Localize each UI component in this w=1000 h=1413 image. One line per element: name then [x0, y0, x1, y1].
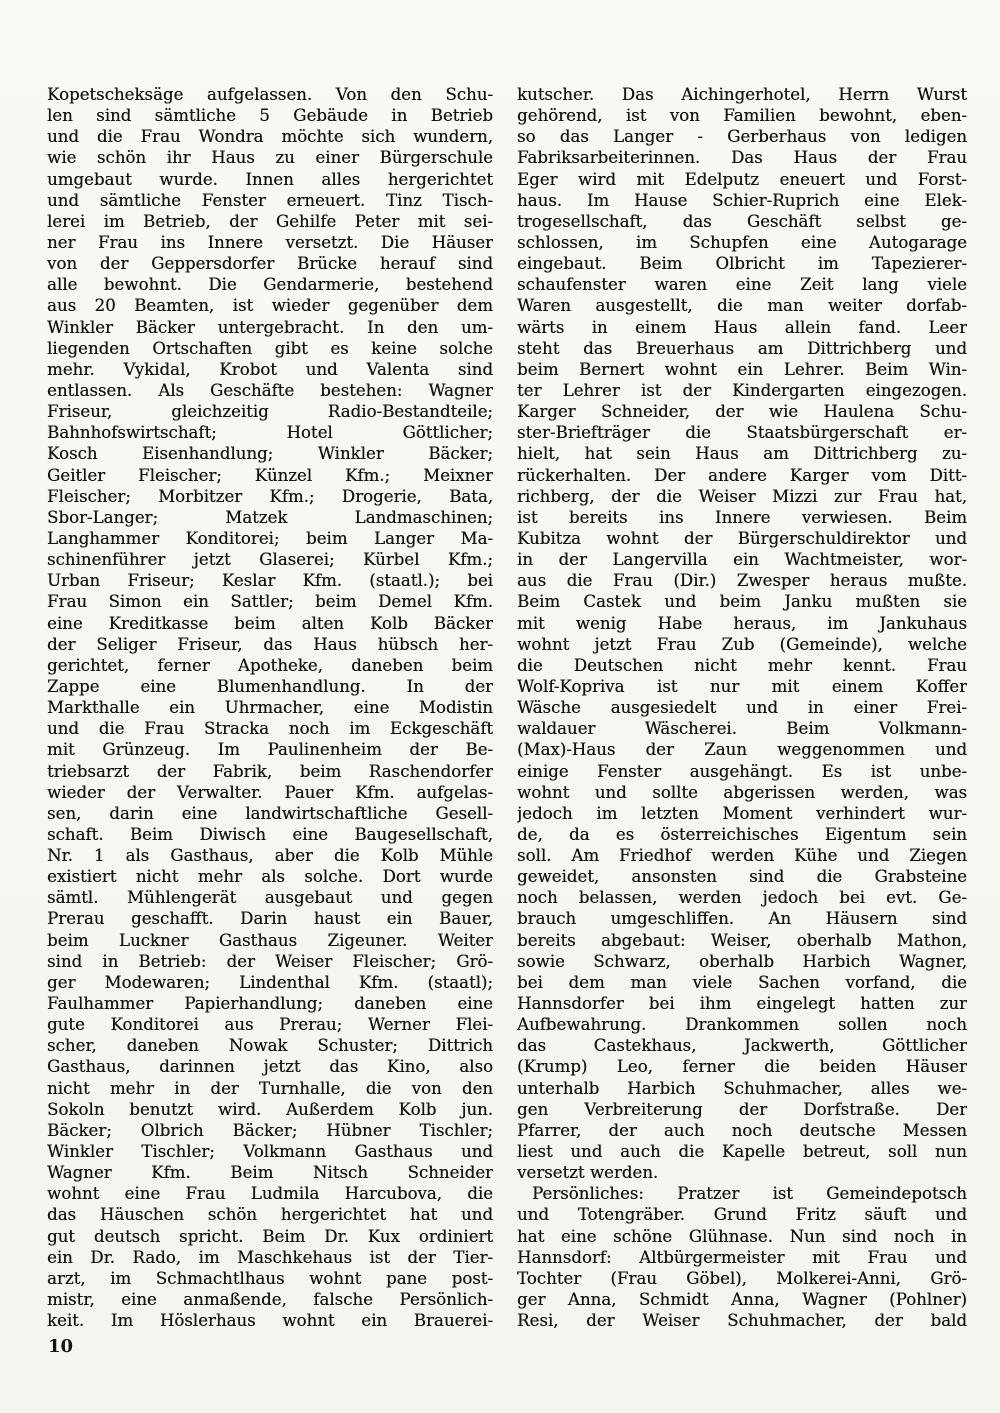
text-line: Karger Schneider, der wie Haulena Schu-: [517, 402, 967, 422]
text-line: arzt, im Schmachtlhaus wohnt pane post-: [47, 1268, 493, 1288]
text-line: und die Frau Wondra möchte sich wundern,: [47, 127, 493, 147]
text-line: ner Frau ins Innere versetzt. Die Häuser: [47, 232, 493, 252]
text-line: keit. Im Höslerhaus wohnt ein Brauerei-: [47, 1311, 493, 1331]
text-line: bereits abgebaut: Weiser, oberhalb Mathon,: [517, 930, 967, 950]
text-line: Prerau geschafft. Darin haust ein Bauer,: [47, 909, 493, 929]
text-line: de, da es österreichisches Eigentum sein: [517, 824, 967, 844]
text-line: und die Frau Stracka noch im Eckgeschäft: [47, 719, 493, 739]
text-line: die Deutschen nicht mehr kennt. Frau: [517, 655, 967, 675]
text-line: beim Bernert wohnt ein Lehrer. Beim Win-: [517, 359, 967, 379]
text-line: Winkler Tischler; Volkmann Gasthaus und: [47, 1142, 493, 1162]
text-line: gut deutsch spricht. Beim Dr. Kux ordiniert: [47, 1226, 493, 1246]
text-line: Wäsche ausgesiedelt und in einer Frei-: [517, 698, 967, 718]
text-line: sen, darin eine landwirtschaftliche Gesell-: [47, 803, 493, 823]
text-line: Resi, der Weiser Schuhmacher, der bald: [517, 1311, 967, 1331]
text-line: ter Lehrer ist der Kindergarten eingezogen.: [517, 380, 967, 400]
text-line: sämtl. Mühlengerät ausgebaut und gegen: [47, 888, 493, 908]
text-line: Frau Simon ein Sattler; beim Demel Kfm.: [47, 592, 493, 612]
text-line: trogesellschaft, das Geschäft selbst ge-: [517, 211, 967, 231]
text-line: len sind sämtliche 5 Gebäude in Betrieb: [47, 106, 493, 126]
text-line: geweidet, ansonsten sind die Grabsteine: [517, 867, 967, 887]
text-line: wieder der Verwalter. Pauer Kfm. aufgelas-: [47, 782, 493, 802]
text-line: Gasthaus, darinnen jetzt das Kino, also: [47, 1057, 493, 1077]
text-line: von der Geppersdorfer Brücke herauf sind: [47, 254, 493, 274]
text-line: mit Grünzeug. Im Paulinenheim der Be-: [47, 740, 493, 760]
text-line: Tochter (Frau Göbel), Molkerei-Anni, Grö-: [517, 1268, 967, 1288]
text-line: gerichtet, ferner Apotheke, daneben beim: [47, 655, 493, 675]
text-line: versetzt werden.: [517, 1163, 659, 1183]
text-line: Sbor-Langer; Matzek Landmaschinen;: [47, 507, 493, 527]
text-line: mehr. Vykidal, Krobot und Valenta sind: [47, 359, 493, 379]
text-line: Hannsdorf: Altbürgermeister mit Frau und: [517, 1247, 967, 1267]
text-line: jedoch im letzten Moment verhindert wur-: [517, 803, 967, 823]
text-line: ger Modewaren; Lindenthal Kfm. (staatl);: [47, 972, 493, 992]
text-line: wohnt eine Frau Ludmila Harcubova, die: [47, 1184, 493, 1204]
text-line: liest und auch die Kapelle betreut, soll nun: [517, 1142, 967, 1162]
text-line: entlassen. Als Geschäfte bestehen: Wagner: [47, 380, 493, 400]
text-line: rückerhalten. Der andere Karger vom Ditt-: [517, 465, 967, 485]
text-line: Winkler Bäcker untergebracht. In den um-: [47, 317, 493, 337]
text-line: schlossen, im Schupfen eine Autogarage: [517, 232, 967, 252]
text-line: (Krump) Leo, ferner die beiden Häuser: [517, 1057, 967, 1077]
text-line: und Totengräber. Grund Fritz säuft und: [517, 1205, 967, 1225]
text-line: Geitler Fleischer; Künzel Kfm.; Meixner: [47, 465, 493, 485]
text-line: sowie Schwarz, oberhalb Harbich Wagner,: [517, 951, 967, 971]
text-line: das Castekhaus, Jackwerth, Göttlicher: [517, 1036, 967, 1056]
text-line: Beim Castek und beim Janku mußten sie: [517, 592, 967, 612]
text-line: bei dem man viele Sachen vorfand, die: [517, 972, 967, 992]
text-line: wie schön ihr Haus zu einer Bürgerschule: [47, 148, 493, 168]
text-line: Zappe eine Blumenhandlung. In der: [47, 676, 493, 696]
text-line: Wagner Kfm. Beim Nitsch Schneider: [47, 1163, 493, 1183]
text-line: schaft. Beim Diwisch eine Baugesellschaft,: [47, 824, 493, 844]
text-line: schinenführer jetzt Glaserei; Kürbel Kfm.;: [47, 550, 493, 570]
text-line: gehörend, ist von Familien bewohnt, eben-: [517, 106, 967, 126]
text-line: einige Fenster ausgehängt. Es ist unbe-: [517, 761, 967, 781]
text-line: hielt, hat sein Haus am Dittrichberg zu-: [517, 444, 967, 464]
text-line: Langhammer Konditorei; beim Langer Ma-: [47, 528, 493, 548]
text-line: mit wenig Habe heraus, im Jankuhaus: [517, 613, 967, 633]
text-line: alle bewohnt. Die Gendarmerie, bestehend: [47, 275, 493, 295]
text-line: Wolf-Kopriva ist nur mit einem Koffer: [517, 676, 967, 696]
text-line: eine Kreditkasse beim alten Kolb Bäcker: [47, 613, 493, 633]
text-line: aus 20 Beamten, ist wieder gegenüber dem: [47, 296, 493, 316]
text-line: Nr. 1 als Gasthaus, aber die Kolb Mühle: [47, 846, 493, 866]
text-line: soll. Am Friedhof werden Kühe und Ziegen: [517, 846, 967, 866]
text-line: triebsarzt der Fabrik, beim Raschendorfer: [47, 761, 493, 781]
text-line: existiert nicht mehr als solche. Dort wurde: [47, 867, 493, 887]
text-line: noch belassen, werden jedoch bei evt. Ge-: [517, 888, 967, 908]
text-line: wärts in einem Haus allein fand. Leer: [517, 317, 967, 337]
text-line: Markthalle ein Uhrmacher, eine Modistin: [47, 698, 493, 718]
text-line: so das Langer - Gerberhaus von ledigen: [517, 127, 967, 147]
text-line: nicht mehr in der Turnhalle, die von den: [47, 1078, 493, 1098]
left-text-column: [47, 84, 493, 1331]
text-line: Persönliches: Pratzer ist Gemeindepotsch: [532, 1184, 967, 1204]
text-line: scher, daneben Nowak Schuster; Dittrich: [47, 1036, 493, 1056]
text-line: gute Konditorei aus Prerau; Werner Flei-: [47, 1015, 493, 1035]
text-line: ger Anna, Schmidt Anna, Wagner (Pohlner): [517, 1290, 967, 1310]
text-line: kutscher. Das Aichingerhotel, Herrn Wurst: [517, 85, 967, 104]
text-line: Kosch Eisenhandlung; Winkler Bäcker;: [47, 444, 493, 464]
text-line: unterhalb Harbich Schuhmacher, alles we-: [517, 1078, 967, 1098]
text-line: umgebaut wurde. Innen alles hergerichtet: [47, 169, 493, 189]
text-line: liegenden Ortschaften gibt es keine solche: [47, 338, 493, 358]
page-number: 10: [48, 1336, 74, 1357]
text-line: Pfarrer, der auch noch deutsche Messen: [517, 1120, 967, 1140]
text-line: eingebaut. Beim Olbricht im Tapezierer-: [517, 254, 967, 274]
text-line: ster-Briefträger die Staatsbürgerschaft er-: [517, 423, 967, 443]
text-line: Faulhammer Papierhandlung; daneben eine: [47, 994, 493, 1014]
text-line: waldauer Wäscherei. Beim Volkmann-: [517, 719, 967, 739]
text-line: beim Luckner Gasthaus Zigeuner. Weiter: [47, 930, 493, 950]
text-line: steht das Breuerhaus am Dittrichberg und: [517, 338, 967, 358]
text-line: Fleischer; Morbitzer Kfm.; Drogerie, Bata,: [47, 486, 493, 506]
text-line: gen Verbreiterung der Dorfstraße. Der: [517, 1099, 967, 1119]
text-line: ein Dr. Rado, im Maschkehaus ist der Tier-: [47, 1247, 493, 1267]
text-line: aus die Frau (Dir.) Zwesper heraus mußte.: [517, 571, 967, 591]
text-line: Eger wird mit Edelputz eneuert und Forst-: [517, 169, 967, 189]
text-line: Aufbewahrung. Drankommen sollen noch: [517, 1015, 967, 1035]
right-text-column: [517, 84, 967, 1331]
text-line: Bäcker; Olbrich Bäcker; Hübner Tischler;: [47, 1120, 493, 1140]
text-line: mistr, eine anmaßende, falsche Persönlich-: [47, 1290, 493, 1310]
text-line: ist bereits ins Innere verwiesen. Beim: [517, 507, 967, 527]
text-line: das Häuschen schön hergerichtet hat und: [47, 1205, 493, 1225]
text-line: Bahnhofswirtschaft; Hotel Göttlicher;: [47, 423, 493, 443]
text-line: haus. Im Hause Schier-Ruprich eine Elek-: [517, 190, 967, 210]
text-line: Urban Friseur; Keslar Kfm. (staatl.); bei: [47, 571, 493, 591]
text-line: Waren ausgestellt, die man weiter dorfab-: [517, 296, 967, 316]
text-line: Friseur, gleichzeitig Radio-Bestandteile;: [47, 402, 493, 422]
text-line: schaufenster waren eine Zeit lang viele: [517, 275, 967, 295]
text-line: Kopetscheksäge aufgelassen. Von den Schu-: [47, 85, 493, 104]
text-line: Sokoln benutzt wird. Außerdem Kolb jun.: [47, 1099, 493, 1119]
text-line: wohnt und sollte abgerissen werden, was: [517, 782, 967, 802]
text-line: Kubitza wohnt der Bürgerschuldirektor und: [517, 528, 967, 548]
text-line: Hannsdorfer bei ihm eingelegt hatten zur: [517, 994, 967, 1014]
text-line: in der Langervilla ein Wachtmeister, wor-: [517, 550, 967, 570]
text-line: der Seliger Friseur, das Haus hübsch her-: [47, 634, 493, 654]
text-line: (Max)-Haus der Zaun weggenommen und: [517, 740, 967, 760]
text-line: sind in Betrieb: der Weiser Fleischer; Grö-: [47, 951, 493, 971]
text-line: Fabriksarbeiterinnen. Das Haus der Frau: [517, 148, 967, 168]
text-line: richberg, der die Weiser Mizzi zur Frau hat,: [517, 486, 967, 506]
text-line: brauch umgeschliffen. An Häusern sind: [517, 909, 967, 929]
text-line: und sämtliche Fenster erneuert. Tinz Tisch-: [47, 190, 493, 210]
text-line: lerei im Betrieb, der Gehilfe Peter mit sei-: [47, 211, 493, 231]
text-line: hat eine schöne Glühnase. Nun sind noch in: [517, 1226, 967, 1246]
text-line: wohnt jetzt Frau Zub (Gemeinde), welche: [517, 634, 967, 654]
